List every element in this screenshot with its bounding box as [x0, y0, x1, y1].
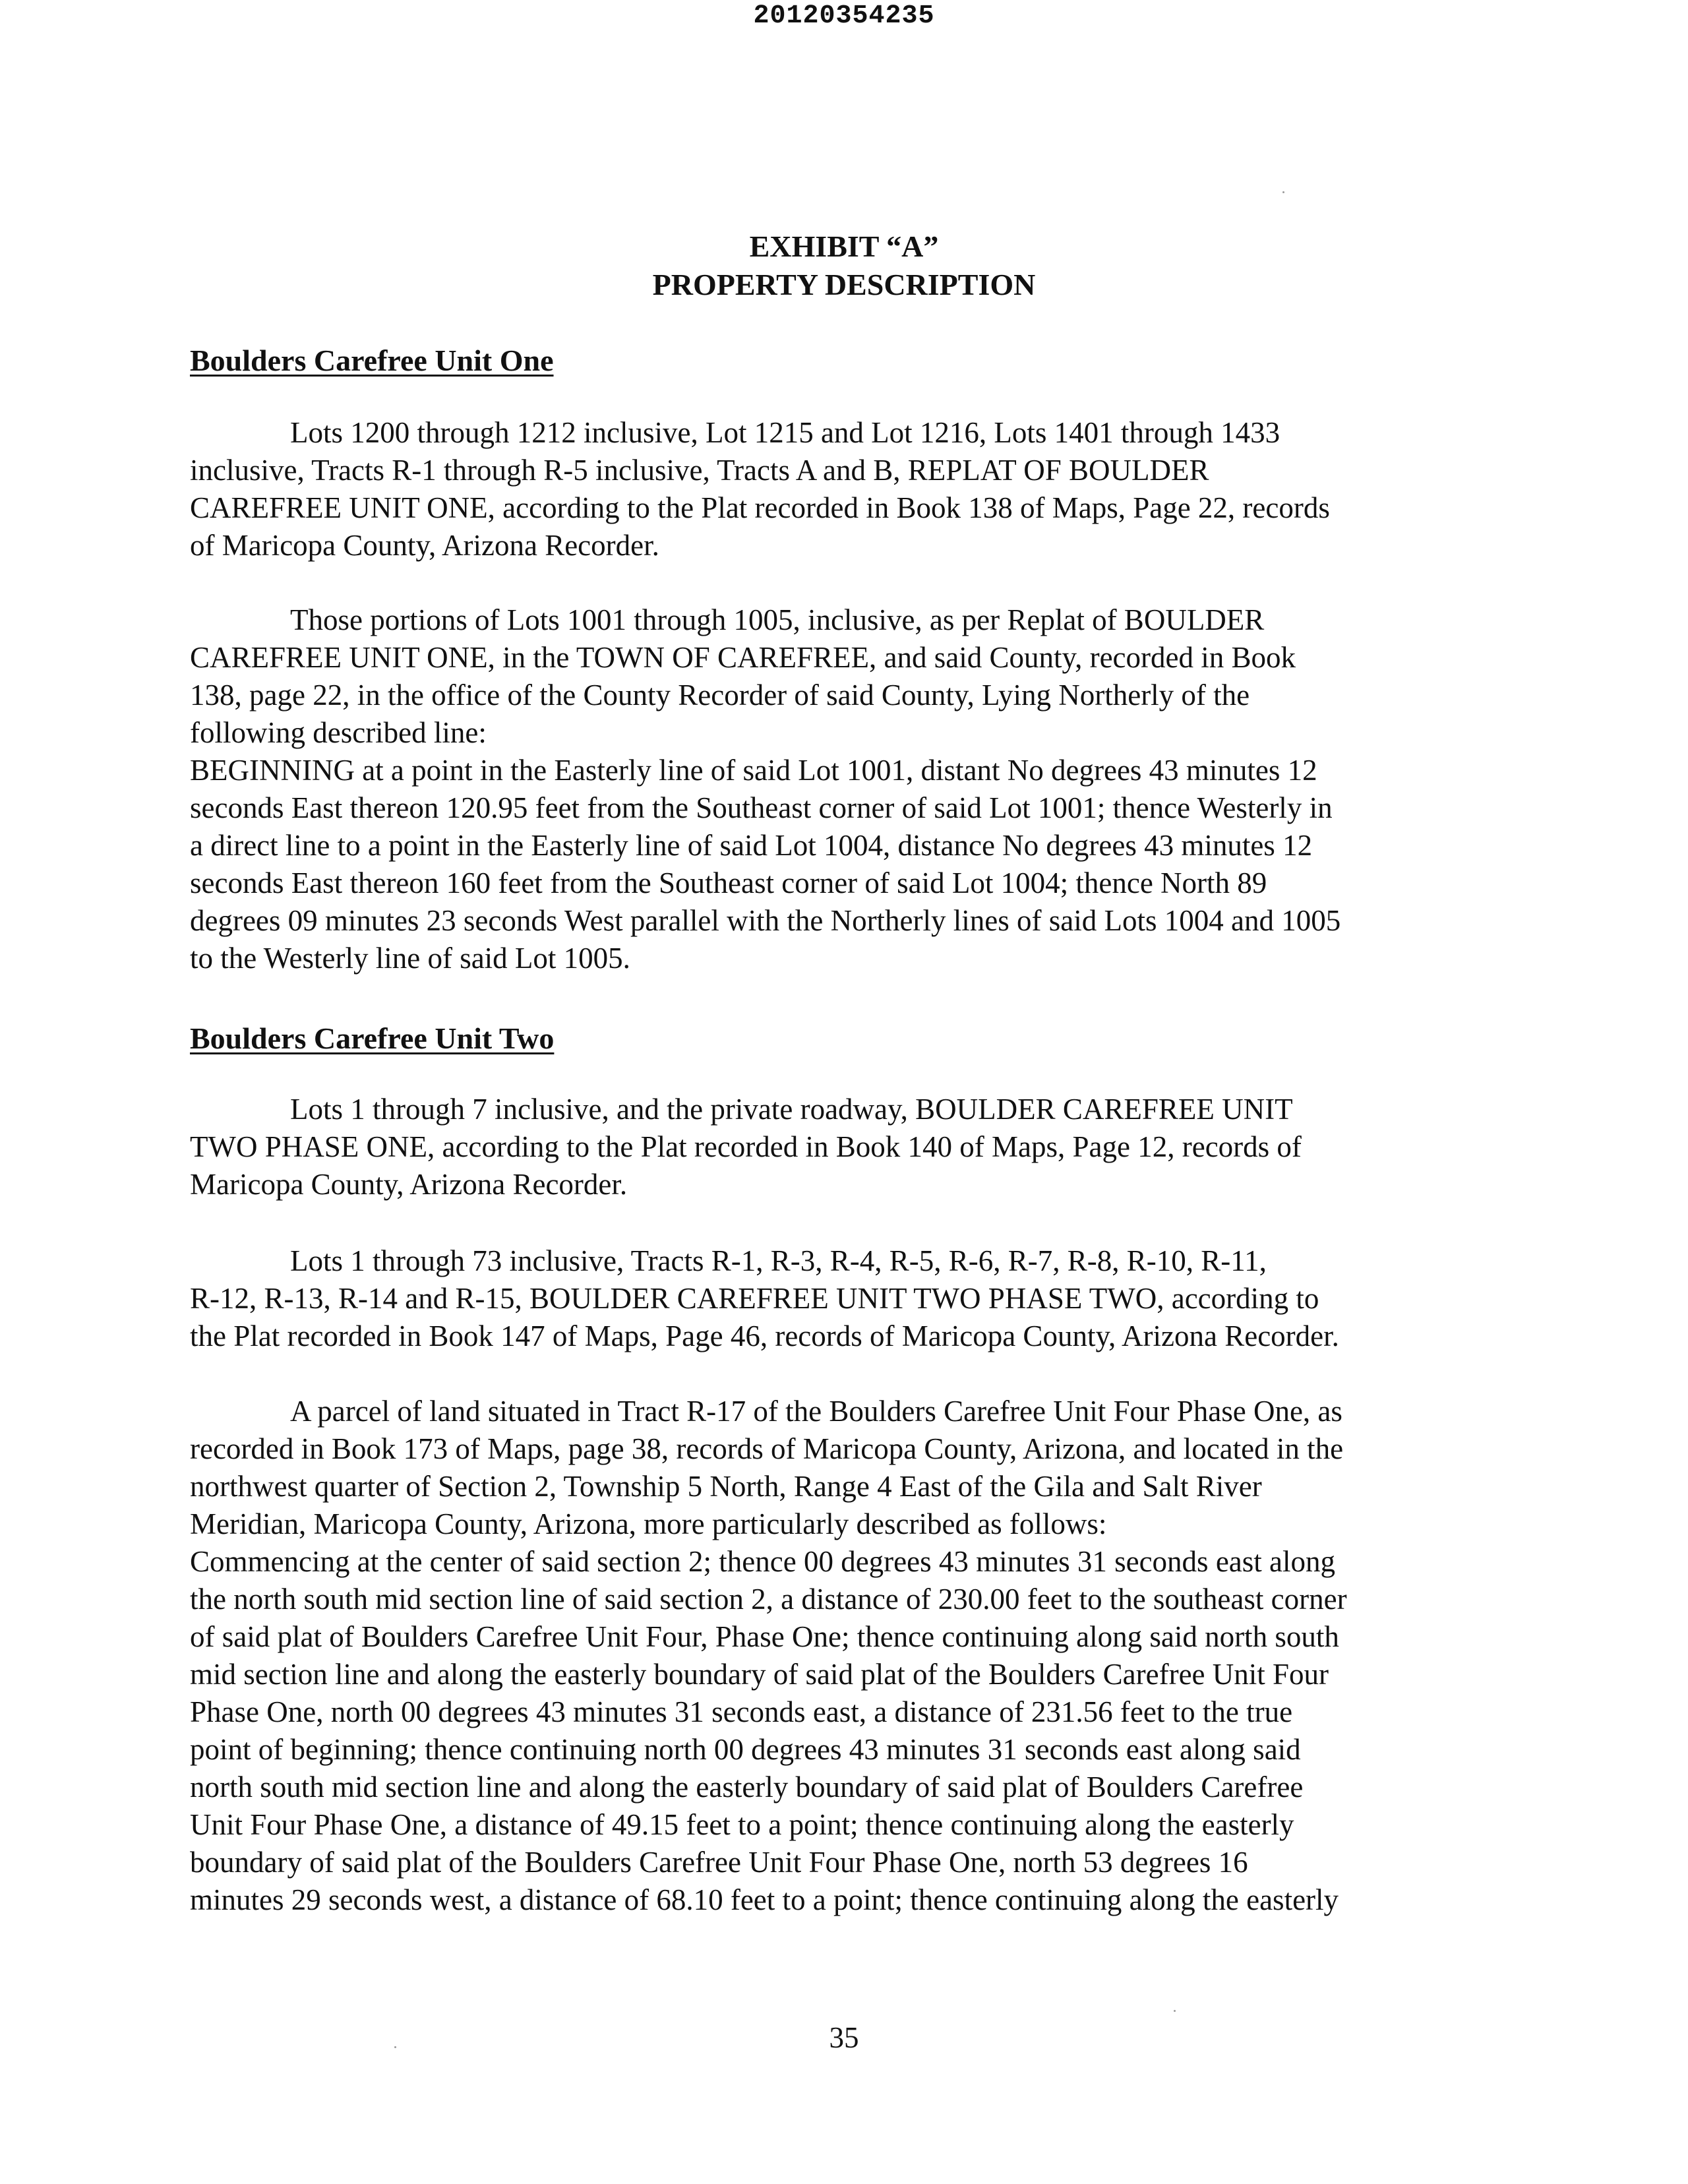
- paragraph-line: inclusive, Tracts R-1 through R-5 inclusive, Tracts A and B, REPLAT OF BOULDER: [190, 454, 1209, 487]
- paragraph-unit-two-phase-two: [190, 1242, 1509, 1355]
- page-number: 35: [829, 2021, 859, 2054]
- paragraph-line: 138, page 22, in the office of the County Recorder of said County, Lying Northerly of the: [190, 679, 1250, 712]
- paragraph-line: boundary of said plat of the Boulders Carefree Unit Four Phase One, north 53 degrees 16: [190, 1846, 1248, 1879]
- paragraph-line: Lots 1 through 73 inclusive, Tracts R-1, R-3, R-4, R-5, R-6, R-7, R-8, R-10, R-11,: [290, 1244, 1267, 1277]
- scan-speck: [394, 2046, 396, 2048]
- paragraph-line: BEGINNING at a point in the Easterly line of said Lot 1001, distant No degrees 43 minutes 12: [190, 754, 1317, 787]
- paragraph-line: CAREFREE UNIT ONE, in the TOWN OF CAREFREE, and said County, recorded in Book: [190, 641, 1296, 674]
- section-title-unit-one: Boulders Carefree Unit One: [190, 344, 554, 377]
- paragraph-line: recorded in Book 173 of Maps, page 38, records of Maricopa County, Arizona, and located in the: [190, 1432, 1344, 1465]
- paragraph-line: Those portions of Lots 1001 through 1005, inclusive, as per Replat of BOULDER: [290, 603, 1265, 636]
- paragraph-line: Maricopa County, Arizona Recorder.: [190, 1168, 628, 1201]
- paragraph-parcel-description: [190, 1393, 1509, 1919]
- document-number: 20120354235: [753, 1, 935, 31]
- paragraph-line: TWO PHASE ONE, according to the Plat recorded in Book 140 of Maps, Page 12, records of: [190, 1130, 1302, 1163]
- exhibit-title: EXHIBIT “A”: [749, 229, 939, 263]
- paragraph-line: to the Westerly line of said Lot 1005.: [190, 942, 630, 975]
- section-title-unit-two: Boulders Carefree Unit Two: [190, 1021, 555, 1055]
- paragraph-line: minutes 29 seconds west, a distance of 68.10 feet to a point; thence continuing along the easterly: [190, 1883, 1339, 1916]
- paragraph-unit-two-phase-one: [190, 1091, 1509, 1203]
- exhibit-heading: [0, 228, 1688, 304]
- paragraph-line: mid section line and along the easterly boundary of said plat of the Boulders Carefree Unit Four: [190, 1658, 1329, 1691]
- paragraph-line: Meridian, Maricopa County, Arizona, more particularly described as follows:: [190, 1507, 1107, 1540]
- paragraph-line: north south mid section line and along the easterly boundary of said plat of Boulders Carefree: [190, 1771, 1304, 1804]
- paragraph-line: following described line:: [190, 716, 487, 749]
- paragraph-line: seconds East thereon 120.95 feet from the Southeast corner of said Lot 1001; thence Westerly in: [190, 791, 1333, 824]
- paragraph-line: Lots 1200 through 1212 inclusive, Lot 1215 and Lot 1216, Lots 1401 through 1433: [290, 416, 1281, 449]
- paragraph-line: A parcel of land situated in Tract R-17 of the Boulders Carefree Unit Four Phase One, as: [290, 1395, 1342, 1428]
- paragraph-unit-one-portions: [190, 601, 1509, 977]
- paragraph-line: the north south mid section line of said section 2, a distance of 230.00 feet to the southeast corner: [190, 1583, 1347, 1616]
- exhibit-subtitle: PROPERTY DESCRIPTION: [652, 268, 1036, 301]
- paragraph-line: Commencing at the center of said section 2; thence 00 degrees 43 minutes 31 seconds east along: [190, 1545, 1336, 1578]
- paragraph-line: point of beginning; thence continuing north 00 degrees 43 minutes 31 seconds east along said: [190, 1733, 1301, 1766]
- paragraph-unit-one-lots: [190, 414, 1509, 564]
- scan-speck: [1174, 2010, 1176, 2012]
- paragraph-line: degrees 09 minutes 23 seconds West parallel with the Northerly lines of said Lots 1004 and 1005: [190, 904, 1341, 937]
- paragraph-line: a direct line to a point in the Easterly line of said Lot 1004, distance No degrees 43 minutes 12: [190, 829, 1313, 862]
- paragraph-line: R-12, R-13, R-14 and R-15, BOULDER CAREFREE UNIT TWO PHASE TWO, according to: [190, 1282, 1319, 1315]
- paragraph-line: seconds East thereon 160 feet from the Southeast corner of said Lot 1004; thence North 89: [190, 866, 1267, 899]
- paragraph-line: Phase One, north 00 degrees 43 minutes 31 seconds east, a distance of 231.56 feet to the true: [190, 1695, 1293, 1728]
- scan-speck: [1282, 191, 1284, 193]
- paragraph-line: Unit Four Phase One, a distance of 49.15 feet to a point; thence continuing along the easterly: [190, 1808, 1294, 1841]
- paragraph-line: of said plat of Boulders Carefree Unit Four, Phase One; thence continuing along said north south: [190, 1620, 1339, 1653]
- paragraph-line: CAREFREE UNIT ONE, according to the Plat recorded in Book 138 of Maps, Page 22, records: [190, 491, 1330, 524]
- paragraph-line: of Maricopa County, Arizona Recorder.: [190, 529, 659, 562]
- paragraph-line: northwest quarter of Section 2, Township 5 North, Range 4 East of the Gila and Salt River: [190, 1470, 1262, 1503]
- paragraph-line: the Plat recorded in Book 147 of Maps, Page 46, records of Maricopa County, Arizona Recorder.: [190, 1320, 1339, 1352]
- paragraph-line: Lots 1 through 7 inclusive, and the private roadway, BOULDER CAREFREE UNIT: [290, 1093, 1293, 1126]
